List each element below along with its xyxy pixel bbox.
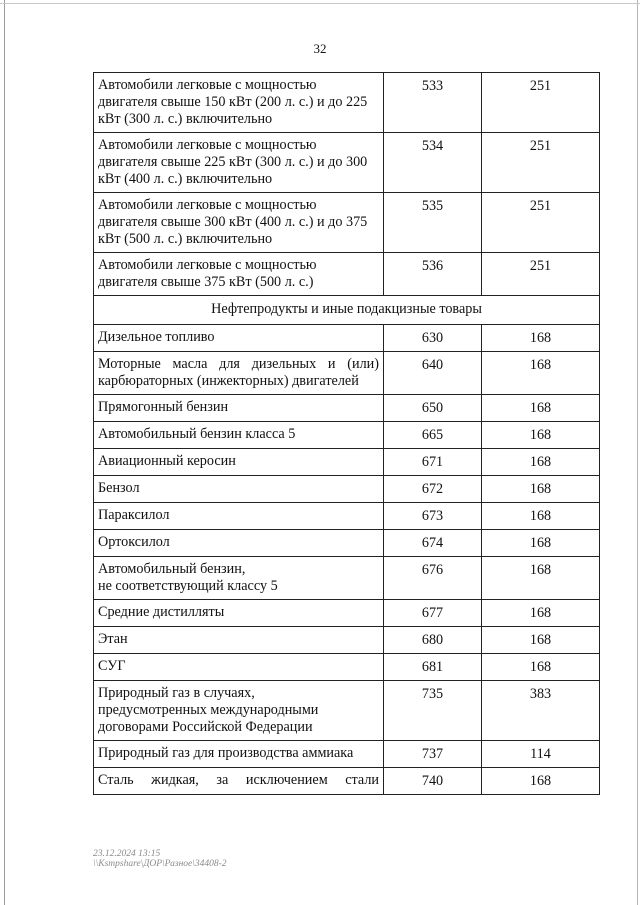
goods-code-cell: 534	[384, 133, 482, 193]
goods-name-cell: Моторные масла для дизельных и (или) карбюраторных (инжекторных) двигателей	[94, 352, 384, 395]
goods-name-cell: СУГ	[94, 654, 384, 681]
category-code-cell: 168	[482, 768, 600, 795]
goods-name-cell: Автомобили легковые с мощностью двигателя свыше 225 кВт (300 л. с.) и до 300 кВт (400 л. с.) включительно	[94, 133, 384, 193]
table-row	[94, 422, 600, 449]
table-row	[94, 600, 600, 627]
goods-code-cell: 681	[384, 654, 482, 681]
table-row	[94, 352, 600, 395]
table-row	[94, 681, 600, 741]
scan-edge-top	[0, 3, 640, 4]
footer-file-path: \\Ksmpshare\ДОР\Разное\34408-2	[93, 859, 227, 869]
table-row	[94, 530, 600, 557]
category-code-cell: 251	[482, 73, 600, 133]
scan-edge-right	[637, 0, 638, 905]
category-code-cell: 114	[482, 741, 600, 768]
category-code-cell: 168	[482, 503, 600, 530]
goods-name-cell: Авиационный керосин	[94, 449, 384, 476]
category-code-cell: 168	[482, 654, 600, 681]
category-code-cell: 168	[482, 600, 600, 627]
goods-code-cell: 533	[384, 73, 482, 133]
category-code-cell: 168	[482, 395, 600, 422]
goods-name-cell: Прямогонный бензин	[94, 395, 384, 422]
table-row	[94, 325, 600, 352]
category-code-cell: 168	[482, 449, 600, 476]
category-code-cell: 251	[482, 193, 600, 253]
category-code-cell: 168	[482, 530, 600, 557]
goods-name-cell: Этан	[94, 627, 384, 654]
goods-code-cell: 640	[384, 352, 482, 395]
category-code-cell: 251	[482, 253, 600, 296]
goods-code-cell: 735	[384, 681, 482, 741]
goods-code-cell: 674	[384, 530, 482, 557]
goods-name-cell: Параксилол	[94, 503, 384, 530]
goods-name-cell: Дизельное топливо	[94, 325, 384, 352]
footer-stamp	[93, 849, 227, 869]
table-body	[94, 73, 600, 795]
goods-code-cell: 676	[384, 557, 482, 600]
goods-name-cell: Средние дистилляты	[94, 600, 384, 627]
table-row	[94, 476, 600, 503]
category-code-cell: 168	[482, 352, 600, 395]
goods-name-cell: Ортоксилол	[94, 530, 384, 557]
table-row	[94, 395, 600, 422]
goods-code-cell: 672	[384, 476, 482, 503]
goods-code-cell: 630	[384, 325, 482, 352]
section-header-row	[94, 296, 600, 325]
category-code-cell: 168	[482, 476, 600, 503]
goods-code-cell: 535	[384, 193, 482, 253]
table-row	[94, 73, 600, 133]
goods-name-cell: Сталь жидкая, за исключением стали	[94, 768, 384, 795]
footer-timestamp: 23.12.2024 13:15	[93, 849, 161, 859]
category-code-cell: 168	[482, 557, 600, 600]
category-code-cell: 168	[482, 627, 600, 654]
goods-code-cell: 737	[384, 741, 482, 768]
goods-name-cell: Автомобильный бензин, не соответствующий классу 5	[94, 557, 384, 600]
section-title: Нефтепродукты и иные подакцизные товары	[94, 296, 600, 325]
goods-code-cell: 677	[384, 600, 482, 627]
table-row	[94, 557, 600, 600]
table-row	[94, 253, 600, 296]
table-row	[94, 133, 600, 193]
table-row	[94, 449, 600, 476]
goods-code-cell: 536	[384, 253, 482, 296]
goods-name-cell: Автомобили легковые с мощностью двигателя свыше 150 кВт (200 л. с.) и до 225 кВт (300 л. с.) включительно	[94, 73, 384, 133]
goods-name-cell: Бензол	[94, 476, 384, 503]
category-code-cell: 168	[482, 422, 600, 449]
goods-code-cell: 680	[384, 627, 482, 654]
goods-code-cell: 673	[384, 503, 482, 530]
table-row	[94, 768, 600, 795]
goods-name-cell: Природный газ в случаях, предусмотренных международными договорами Российской Федерации	[94, 681, 384, 741]
category-code-cell: 383	[482, 681, 600, 741]
excise-code-table	[93, 72, 600, 795]
page-number: 32	[313, 41, 327, 56]
table-row	[94, 503, 600, 530]
goods-name-cell: Автомобили легковые с мощностью двигателя свыше 300 кВт (400 л. с.) и до 375 кВт (500 л. с.) включительно	[94, 193, 384, 253]
goods-name-cell: Природный газ для производства аммиака	[94, 741, 384, 768]
table-row	[94, 741, 600, 768]
goods-code-cell: 740	[384, 768, 482, 795]
category-code-cell: 168	[482, 325, 600, 352]
goods-code-cell: 665	[384, 422, 482, 449]
goods-code-cell: 650	[384, 395, 482, 422]
category-code-cell: 251	[482, 133, 600, 193]
table-row	[94, 193, 600, 253]
scan-edge-left	[4, 0, 5, 905]
goods-name-cell: Автомобильный бензин класса 5	[94, 422, 384, 449]
table-row	[94, 627, 600, 654]
goods-name-cell: Автомобили легковые с мощностью двигателя свыше 375 кВт (500 л. с.)	[94, 253, 384, 296]
table-row	[94, 654, 600, 681]
goods-code-cell: 671	[384, 449, 482, 476]
